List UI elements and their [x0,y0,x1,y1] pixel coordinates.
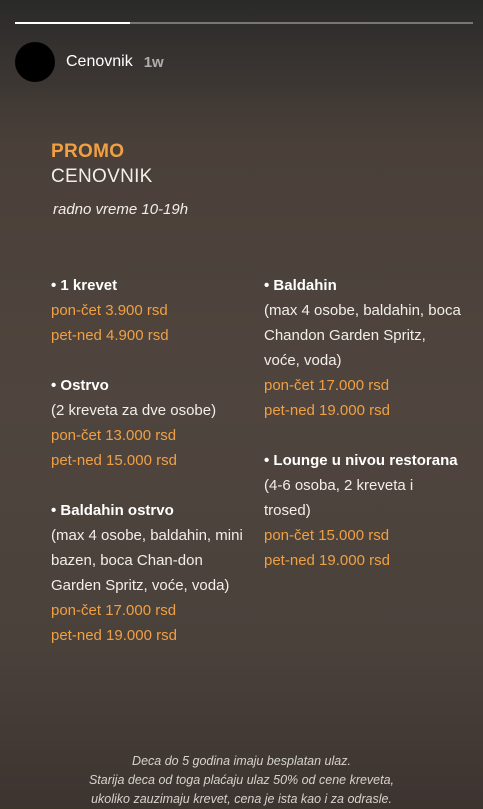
footer-note [0,752,483,809]
price-weekend: pet-ned 15.000 rsd [51,452,177,469]
price-item [51,498,256,648]
item-description: (max 4 osobe, baldahin, mini bazen, boca Chan-don Garden Spritz, voće, voda) [51,527,243,594]
username[interactable]: Cenovnik [66,53,133,70]
story-progress-fill [15,22,130,24]
price-weekend: pet-ned 19.000 rsd [51,627,177,644]
item-title: • Ostrvo [51,377,109,394]
story-progress-bar[interactable] [15,22,473,24]
item-title: • Lounge u nivou restorana [264,452,458,469]
price-weekday: pon-čet 13.000 rsd [51,427,177,444]
price-item [51,273,256,348]
avatar[interactable] [15,42,55,82]
price-weekday: pon-čet 17.000 rsd [264,377,390,394]
item-title: • Baldahin ostrvo [51,502,174,519]
price-weekend: pet-ned 4.900 rsd [51,327,169,344]
footer-line: ukoliko zauzimaju krevet, cena je ista kao i za odrasle. [91,792,392,806]
price-item [264,273,464,423]
footer-line: Deca do 5 godina imaju besplatan ulaz. [132,754,351,768]
price-weekend: pet-ned 19.000 rsd [264,552,390,569]
price-weekend: pet-ned 19.000 rsd [264,402,390,419]
item-title: • 1 krevet [51,277,118,294]
footer-line: Starija deca od toga plaćaju ulaz 50% od cene kreveta, [88,773,395,787]
item-title: • Baldahin [264,277,337,294]
price-weekday: pon-čet 15.000 rsd [264,527,390,544]
story-header [15,42,164,82]
item-description: (max 4 osobe, baldahin, boca Chandon Garden Spritz, voće, voda) [264,302,461,369]
post-time: 1w [143,53,164,71]
price-column-right [264,273,464,598]
promo-label: PROMO [51,141,125,162]
price-column-left [51,273,256,673]
item-description: (2 kreveta za dve osobe) [51,402,217,419]
price-weekday: pon-čet 17.000 rsd [51,602,177,619]
working-hours: radno vreme 10-19h [53,201,189,218]
price-item [51,373,256,473]
item-description: (4-6 osoba, 2 kreveta i trosed) [264,477,414,519]
price-item [264,448,464,573]
price-weekday: pon-čet 3.900 rsd [51,302,168,319]
page-title: CENOVNIK [51,166,153,187]
